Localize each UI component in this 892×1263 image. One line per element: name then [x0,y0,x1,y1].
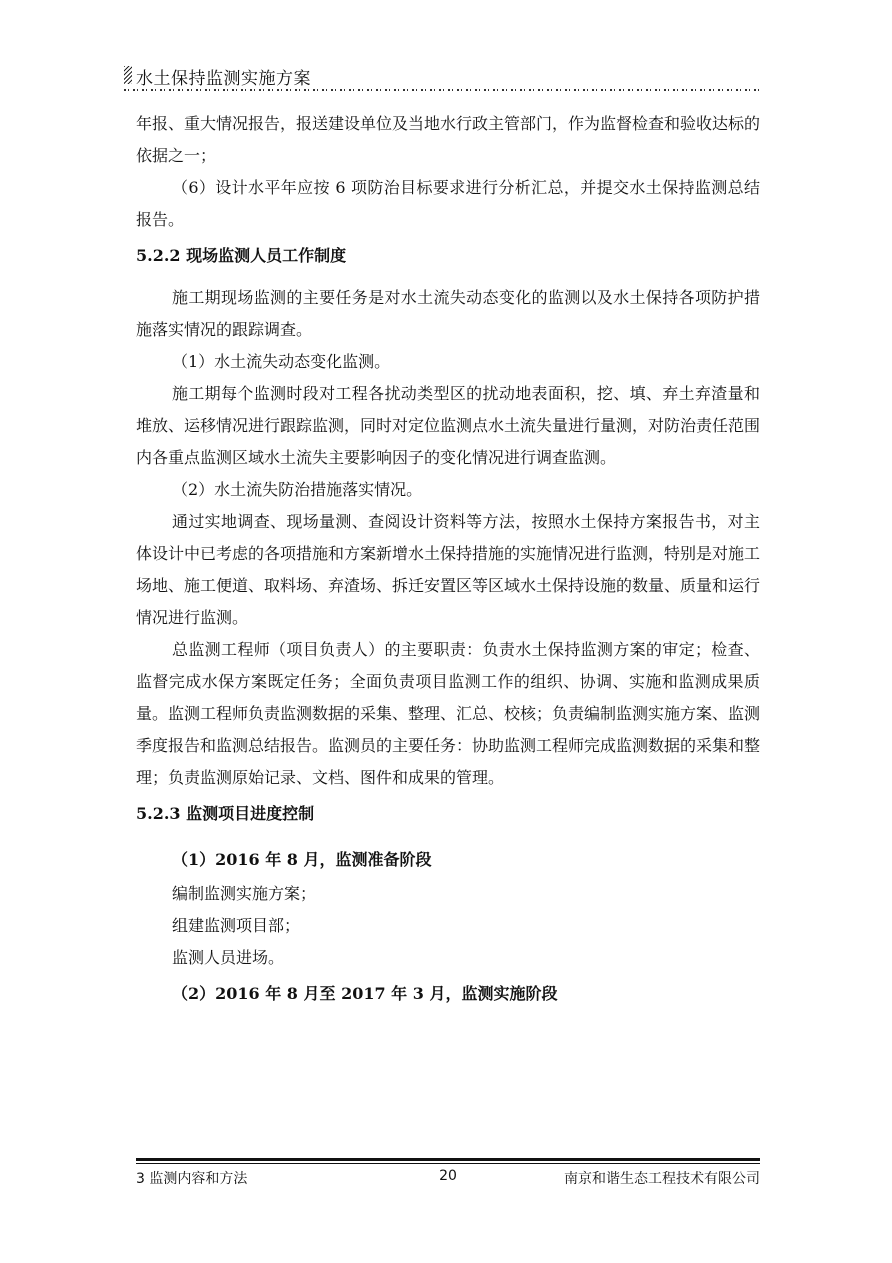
footer-chapter: 3 监测内容和方法 [136,1171,248,1187]
document-body [136,108,760,1012]
paragraph: 施工期每个监测时段对工程各扰动类型区的扰动地表面积，挖、填、弃土弃渣量和堆放、运移情况进行跟踪监测，同时对定位监测点水土流失量进行量测，对防治责任范围内各重点监测区域水土流失主要影响因子的变化情况进行调查监测。 [136,384,761,467]
paragraph: 通过实地调查、现场量测、查阅设计资料等方法，按照水土保持方案报告书，对主体设计中已考虑的各项措施和方案新增水土保持措施的实施情况进行监测，特别是对施工场地、施工便道、取料场、弃渣场、拆迁安置区等区域水土保持设施的数量、质量和运行情况进行监测。 [136,512,761,627]
page-header [124,62,760,96]
footer-rule [136,1158,760,1161]
paragraph: 年报、重大情况报告，报送建设单位及当地水行政主管部门，作为监督检查和验收达标的依据之一； [136,114,761,165]
header-title: 水土保持监测实施方案 [136,69,311,89]
paragraph: 施工期现场监测的主要任务是对水土流失动态变化的监测以及水土保持各项防护措施落实情况的跟踪调查。 [136,288,760,339]
header-decoration [124,66,132,84]
paragraph: （6）设计水平年应按 6 项防治目标要求进行分析汇总，并提交水土保持监测总结报告。 [136,178,760,229]
paragraph: 总监测工程师（项目负责人）的主要职责：负责水土保持监测方案的审定；检查、监督完成水保方案既定任务；全面负责项目监测工作的组织、协调、实施和监测成果质量。监测工程师负责监测数据的采集、整理、汇总、校核；负责编制监测实施方案、监测季度报告和监测总结报告。监测员的主要任务：协助监测工程师完成监测数据的采集和整理；负责监测原始记录、文档、图件和成果的管理。 [136,640,761,787]
page-number: 20 [439,1168,457,1184]
header-rule [124,89,760,91]
list-item: （2）水土流失防治措施落实情况。 [172,480,423,499]
subheading: （1）2016 年 8 月，监测准备阶段 [172,850,432,869]
footer-rule [136,1163,760,1164]
list-item: 监测人员进场。 [172,948,285,967]
footer-company: 南京和谐生态工程技术有限公司 [564,1171,760,1187]
section-heading-5-2-3: 5.2.3 监测项目进度控制 [136,804,315,823]
list-item: （1）水土流失动态变化监测。 [172,352,391,371]
page-footer [136,1158,760,1198]
list-item: 编制监测实施方案； [172,884,317,903]
subheading: （2）2016 年 8 月至 2017 年 3 月，监测实施阶段 [172,984,558,1003]
list-item: 组建监测项目部； [172,916,301,935]
section-heading-5-2-2: 5.2.2 现场监测人员工作制度 [136,246,347,265]
